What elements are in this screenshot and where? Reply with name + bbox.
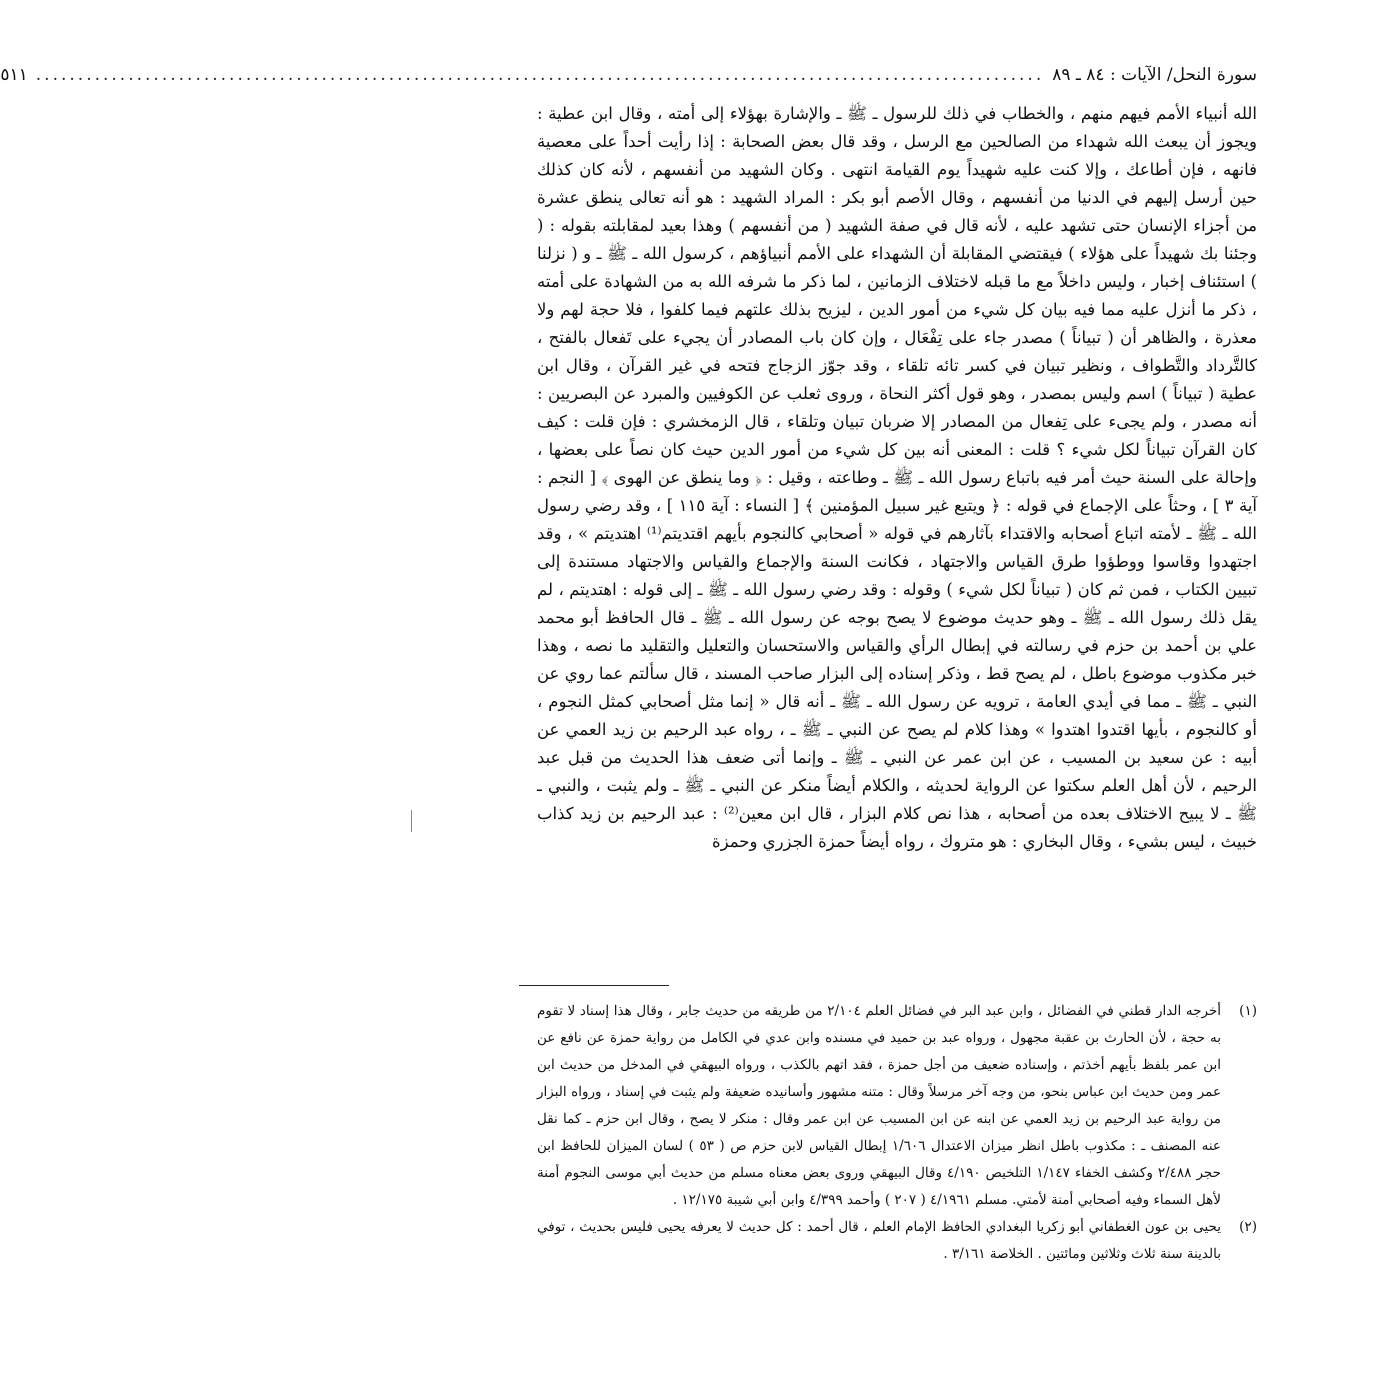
footnote-number: (٢) xyxy=(1239,1219,1257,1235)
body-paragraph: الله أنبياء الأمم فيهم منهم ، والخطاب في ذلك للرسول ـ ﷺ ـ والإشارة بهؤلاء إلى أمته ، وقال ابن عطية : ويجوز أن يبعث الله شهداء من الصالحين مع الرسل ، وقد قال بعض الصحابة : إذا رأيت أحداً على معصية فانهه ، فإن أطاعك ، وإلا كنت عليه شهيداً يوم القيامة انتهى . وكان الشهيد من أنفسهم ، لأنه كان كذلك حين أرسل إليهم في الدنيا من أنفسهم ، وقال الأصم أبو بكر : المراد الشهيد : هو أنه تعالى ينطق عشرة من أجزاء الإنسان حتى تشهد عليه ، لأنه قال في صفة الشهيد ( من أنفسهم ) وهذا بعيد لمقابلته بقوله : ( وجئنا بك شهيداً على هؤلاء ) فيقتضي المقابلة أن الشهداء على الأمم أنبياؤهم ، كرسول الله ـ ﷺ ـ و ( نزلنا ) استئناف إخبار ، وليس داخلاً مع ما قبله لاختلاف الزمانين ، لما ذكر ما شرفه الله به من الشهادة على أمته ، ذكر ما أنزل عليه مما فيه بيان كل شيء من أمور الدين ، ليزيح بذلك علتهم فيما كلفوا ، فلا حجة لهم ولا معذرة ، والظاهر أن ( تبياناً ) مصدر جاء على تِفْعَال ، وإن كان باب المصادر أن يجيء على تَفعال بالفتح ، كالتَّرداد والتَّطواف ، ونظير تبيان في كسر تائه تلقاء ، وقد جوّز الزجاج فتحه في غير القرآن ، وقال ابن عطية ( تبياناً ) اسم وليس بمصدر ، وهو قول أكثر النحاة ، وروى ثعلب عن الكوفيين والمبرد عن البصريين : أنه مصدر ، ولم يجىء على تِفعال من المصادر إلا ضربان تبيان وتلقاء ، قال الزمخشري : فإن قلت : كيف كان القرآن تبياناً لكل شيء ؟ قلت : المعنى أنه بين كل شيء من أمور الدين حيث كان نصاً على بعضها ، وإحالة على السنة حيث أمر فيه باتباع رسول الله ـ ﷺ ـ وطاعته ، وقيل : ﴿ وما ينطق عن الهوى ﴾ [ النجم : آية ٣ ] ، وحثاً على الإجماع في قوله : ﴿ ويتبع غير سبيل المؤمنين ﴾ [ النساء : آية ١١٥ ] ، وقد رضي رسول الله ـ ﷺ ـ لأمته اتباع أصحابه والاقتداء بآثارهم في قوله « أصحابي كالنجوم بأيهم اقتديتم⁽¹⁾ اهتديتم » ، وقد اجتهدوا وقاسوا ووطؤوا طرق القياس والاجتهاد ، فكانت السنة والإجماع والقياس والاجتهاد مستندة إلى تبيين الكتاب ، فمن ثم كان ( تبياناً لكل شيء ) وقوله : وقد رضي رسول الله ـ ﷺ ـ إلى قوله : اهتديتم ، لم يقل ذلك رسول الله ـ ﷺ ـ وهو حديث موضوع لا يصح بوجه عن رسول الله ـ ﷺ ـ قال الحافظ أبو محمد علي بن أحمد بن حزم في رسالته في إبطال الرأي والقياس والاستحسان والتعليل والتقليد ما نصه ، وهذا خبر مكذوب موضوع باطل ، لم يصح قط ، وذكر إسناده إلى البزار صاحب المسند ، قال سألتم عما روي عن النبي ـ ﷺ ـ مما في أيدي العامة ، ترويه عن رسول الله ـ ﷺ ـ أنه قال « إنما مثل أصحابي كمثل النجوم ، أو كالنجوم ، بأيها اقتدوا اهتدوا » وهذا كلام لم يصح عن النبي ـ ﷺ ـ ، رواه عبد الرحيم بن زيد العمي عن أبيه : عن سعيد بن المسيب ، عن ابن عمر عن النبي ـ ﷺ ـ وإنما أتى ضعف هذا الحديث من قبل عبد الرحيم ، لأن أهل العلم سكتوا عن الرواية لحديثه ، والكلام أيضاً منكر عن النبي ـ ﷺ ـ ولم يثبت ، والنبي ـ ﷺ ـ لا يبيح الاختلاف بعده من أصحابه ، هذا نص كلام البزار ، قال ابن معين⁽²⁾ : عبد الرحيم بن زيد كذاب خبيث ، ليس بشيء ، وقال البخاري : هو متروك ، رواه أيضاً حمزة الجزري وحمزة xyxy=(537,104,1258,851)
footnote-text: يحيى بن عون الغطفاني أبو زكريا البغدادي الحافظ الإمام العلم ، قال أحمد : كل حديث لا يعرفه يحيى فليس بحديث ، توفي بالدينة سنة ثلاث وثلاثين ومائتين . الخلاصة ٣/١٦١ . xyxy=(537,1219,1221,1262)
footnote-2 xyxy=(537,1214,1257,1268)
footnotes xyxy=(537,998,1257,1268)
footnote-text: أخرجه الدار قطني في الفضائل ، وابن عبد البر في فضائل العلم ٢/١٠٤ من طريقه من حديث جابر ، وقال هذا إسناد لا تقوم به حجة ، لأن الحارث بن عقبة مجهول ، ورواه عبد بن حميد في مسنده وابن عدي في الكامل من رواية حمزة عن نافع عن ابن عمر بلفظ بأيهم أخذتم ، وإسناده ضعيف من أجل حمزة ، فقد اتهم بالكذب ، ورواه البيهقي في المدخل من حديث ابن عمر ومن حديث ابن عباس بنحو، من وجه آخر مرسلاً وقال : متنه مشهور وأسانيده ضعيفة ولم يثبت في إسناد ، ورواه البزار من رواية عبد الرحيم بن زيد العمي عن ابنه عن ابن المسيب عن ابن عمر وقال : منكر لا يصح ، وقال ابن حزم ـ كما نقل عنه المصنف ـ : مكذوب باطل انظر ميزان الاعتدال ١/٦٠٦ إبطال القياس لابن حزم ص ( ٥٣ ) لسان الميزان للحافظ ابن حجر ٢/٤٨٨ وكشف الخفاء ١/١٤٧ التلخيص ٤/١٩٠ وقال البيهقي وروى بعض معناه مسلم من حديث أبي موسى النجوم أمنة لأهل السماء وفيه أصحابي أمنة لأمتي. مسلم ٤/١٩٦١ ( ٢٠٧ ) وأحمد ٤/٣٩٩ وابن أبي شيبة ١٢/١٧٥ . xyxy=(537,1003,1222,1208)
surah-title: سورة النحل/ الآيات : ٨٤ ـ ٨٩ xyxy=(1052,65,1257,85)
footnote-1 xyxy=(537,998,1257,1214)
margin-mark xyxy=(411,810,412,832)
main-text xyxy=(537,100,1257,856)
page-number: ٥١١ xyxy=(0,65,28,85)
footnote-number: (١) xyxy=(1239,1003,1257,1019)
leader-dots: ........................................................................................................................ xyxy=(35,65,1045,85)
footnote-separator xyxy=(519,985,669,986)
running-header xyxy=(0,62,1257,88)
